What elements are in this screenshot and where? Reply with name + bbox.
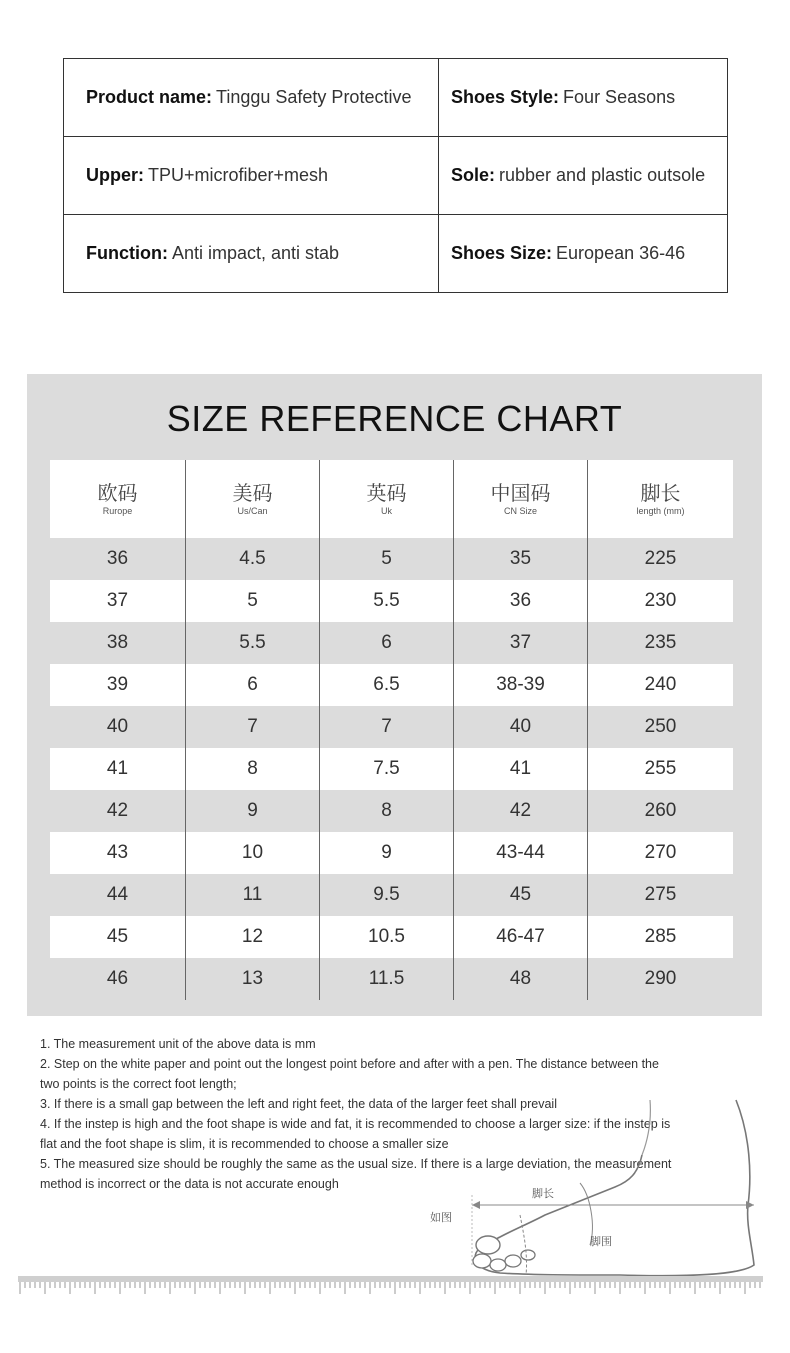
eu-size-cell: 37 (50, 580, 186, 622)
cn-size-cell: 40 (454, 706, 588, 748)
size-chart-title: SIZE REFERENCE CHART (166, 398, 623, 439)
us-size-cell: 7 (186, 706, 320, 748)
note-item: 5. The measured size should be roughly the same as the usual size. If there is a large deviation, the measurement method is incorrect or the data is not accurate enough (40, 1157, 672, 1191)
us-size-cell: 8 (186, 748, 320, 790)
us-size-cell: 13 (186, 958, 320, 1000)
foot-length-cell: 240 (644, 674, 677, 695)
example-label: 如图 (430, 1211, 452, 1224)
us-size-cell: 9 (186, 790, 320, 832)
size-chart-row (50, 664, 733, 706)
header-length (588, 460, 733, 538)
toe-icon (473, 1254, 491, 1268)
uk-size-cell: 9 (320, 832, 454, 874)
foot-length-label: 脚长 (532, 1187, 554, 1200)
us-size-cell: 5.5 (186, 622, 320, 664)
foot-girth-label: 脚围 (590, 1235, 612, 1248)
cn-size-cell: 43-44 (454, 832, 588, 874)
product-name-value: Tinggu Safety Protective (216, 87, 412, 107)
size-chart-row (50, 958, 733, 1000)
shoes-style-key: Shoes Style: (451, 87, 560, 107)
header-cn-en: CN Size (503, 505, 537, 516)
sole-cell (439, 137, 727, 215)
sole-key: Sole: (451, 165, 496, 185)
product-info-table (63, 58, 728, 293)
us-size-cell: 11 (186, 874, 320, 916)
size-chart-row (50, 622, 733, 664)
uk-size-cell: 5 (320, 538, 454, 580)
uk-size-cell: 7.5 (320, 748, 454, 790)
header-cn (454, 460, 588, 538)
shoes-size-cell (439, 215, 727, 292)
cn-size-cell: 35 (454, 538, 588, 580)
cn-size-cell: 41 (454, 748, 588, 790)
shoes-size-value: European 36-46 (556, 243, 686, 263)
us-size-cell: 6 (186, 664, 320, 706)
header-cn-cn: 中国码 (490, 482, 551, 505)
note-item: 4. If the instep is high and the foot shape is wide and fat, it is recommended to choose a larger size: if the instep is flat and the foot shape is slim, it is recommended to choose a smaller size (40, 1117, 671, 1151)
header-length-cn: 脚长 (640, 482, 681, 505)
foot-length-cell: 235 (644, 632, 677, 653)
size-chart-row (50, 832, 733, 874)
cn-size-cell: 46-47 (454, 916, 588, 958)
foot-length-cell: 250 (644, 716, 677, 737)
us-size-cell: 10 (186, 832, 320, 874)
foot-illustration (420, 1095, 765, 1285)
toe-icon (521, 1250, 535, 1260)
header-eu (50, 460, 186, 538)
size-chart-row (50, 874, 733, 916)
uk-size-cell: 7 (320, 706, 454, 748)
upper-value: TPU+microfiber+mesh (148, 165, 329, 185)
uk-size-cell: 11.5 (320, 958, 454, 1000)
us-size-cell: 12 (186, 916, 320, 958)
cn-size-cell: 48 (454, 958, 588, 1000)
product-name-cell (64, 59, 439, 137)
cn-size-cell: 42 (454, 790, 588, 832)
uk-size-cell: 10.5 (320, 916, 454, 958)
eu-size-cell: 43 (50, 832, 186, 874)
shoes-style-value: Four Seasons (563, 87, 676, 107)
foot-length-cell: 260 (644, 800, 677, 821)
foot-length-cell: 255 (644, 758, 677, 779)
foot-outline-icon (475, 1100, 754, 1276)
size-chart-header-row (50, 460, 733, 538)
size-chart-row (50, 580, 733, 622)
product-name-key: Product name: (86, 87, 213, 107)
eu-size-cell: 44 (50, 874, 186, 916)
eu-size-cell: 39 (50, 664, 186, 706)
header-us-en: Us/Can (237, 505, 268, 516)
eu-size-cell: 42 (50, 790, 186, 832)
foot-length-cell: 275 (644, 884, 677, 905)
size-chart-body (50, 538, 733, 1000)
eu-size-cell: 46 (50, 958, 186, 1000)
header-length-en: length (mm) (636, 505, 685, 516)
cn-size-cell: 38-39 (454, 664, 588, 706)
uk-size-cell: 6 (320, 622, 454, 664)
foot-length-cell: 225 (644, 548, 677, 569)
foot-length-cell: 270 (644, 842, 677, 863)
function-value: Anti impact, anti stab (171, 243, 340, 263)
cn-size-cell: 45 (454, 874, 588, 916)
size-chart-row (50, 790, 733, 832)
eu-size-cell: 41 (50, 748, 186, 790)
size-chart-panel (27, 374, 762, 1016)
eu-size-cell: 36 (50, 538, 186, 580)
header-us (186, 460, 320, 538)
header-eu-en: Rurope (102, 505, 133, 516)
toe-icon (490, 1259, 506, 1271)
function-key: Function: (86, 243, 168, 263)
upper-key: Upper: (86, 165, 144, 185)
eu-size-cell: 40 (50, 706, 186, 748)
cn-size-cell: 36 (454, 580, 588, 622)
foot-length-cell: 230 (644, 590, 677, 611)
header-uk-cn: 英码 (366, 482, 407, 505)
size-chart-row (50, 706, 733, 748)
shoes-style-cell (439, 59, 727, 137)
upper-cell (64, 137, 439, 215)
eu-size-cell: 38 (50, 622, 186, 664)
note-item: 2. Step on the white paper and point out the longest point before and after with a pen. The distance between the two points is the correct foot length; (40, 1057, 659, 1091)
foot-length-cell: 285 (644, 926, 677, 947)
header-eu-cn: 欧码 (97, 482, 138, 505)
cn-size-cell: 37 (454, 622, 588, 664)
toe-icon (476, 1236, 500, 1254)
size-chart-row (50, 748, 733, 790)
header-us-cn: 美码 (232, 482, 273, 505)
note-item: 1. The measurement unit of the above data is mm (40, 1037, 316, 1051)
ruler-icon (18, 1276, 763, 1296)
us-size-cell: 4.5 (186, 538, 320, 580)
function-cell (64, 215, 439, 292)
header-uk-en: Uk (381, 505, 392, 516)
toe-icon (505, 1255, 521, 1267)
uk-size-cell: 6.5 (320, 664, 454, 706)
shoes-size-key: Shoes Size: (451, 243, 553, 263)
header-uk (320, 460, 454, 538)
size-chart-table (50, 460, 733, 1000)
foot-length-cell: 290 (644, 968, 677, 989)
size-chart-row (50, 916, 733, 958)
sole-value: rubber and plastic outsole (499, 165, 706, 185)
note-item: 3. If there is a small gap between the left and right feet, the data of the larger feet shall prevail (40, 1097, 557, 1111)
eu-size-cell: 45 (50, 916, 186, 958)
uk-size-cell: 5.5 (320, 580, 454, 622)
uk-size-cell: 8 (320, 790, 454, 832)
uk-size-cell: 9.5 (320, 874, 454, 916)
us-size-cell: 5 (186, 580, 320, 622)
size-chart-row (50, 538, 733, 580)
